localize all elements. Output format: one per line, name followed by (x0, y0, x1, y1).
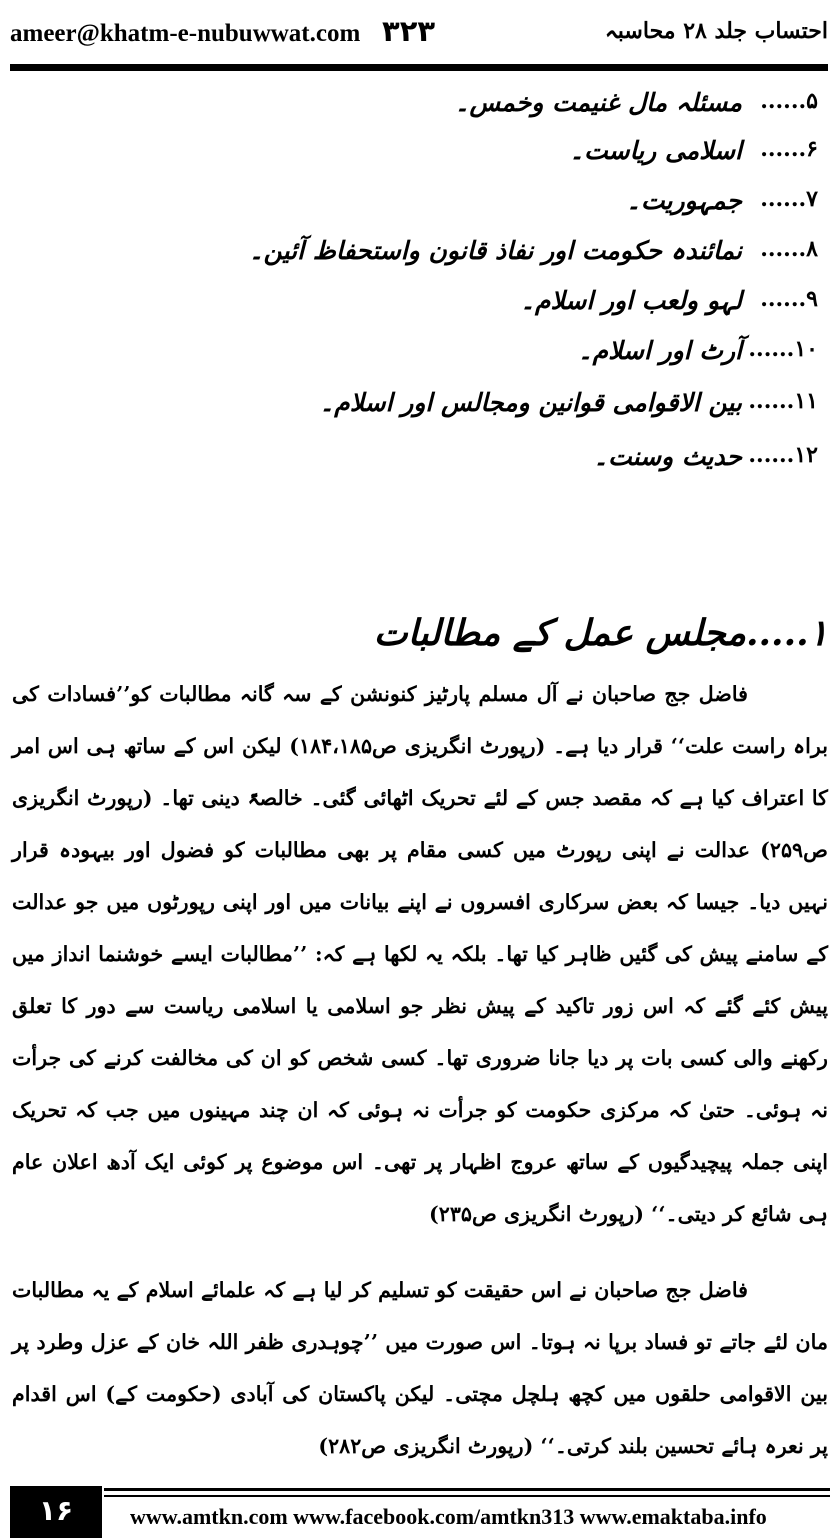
list-item-number: ۸...... (760, 236, 818, 262)
header-email: ameer@khatm-e-nubuwwat.com (10, 20, 361, 47)
list-item (10, 180, 828, 224)
list-item (10, 230, 828, 274)
list-item-text: اسلامی ریاست۔ (569, 136, 742, 165)
footer-page-badge: ۱۶ (10, 1486, 102, 1538)
list-item (10, 82, 828, 126)
header-divider (10, 64, 828, 71)
list-item (10, 330, 828, 374)
list-item-text: حدیث وسنت۔ (593, 442, 742, 471)
list-item (10, 280, 828, 324)
list-item-text: آرٹ اور اسلام۔ (578, 336, 742, 365)
body-paragraph (12, 668, 828, 1240)
list-item-text: نمائندہ حکومت اور نفاذ قانون واستحفاظ آئین۔ (248, 236, 742, 265)
list-item-number: ۷...... (760, 186, 818, 212)
section-heading: ۱.....مجلس عمل کے مطالبات (373, 612, 828, 654)
paragraph-text: فاضل جج صاحبان نے آل مسلم پارٹیز کنونشن کے سہ گانہ مطالبات کو’’فسادات کی براہ راست علت‘‘ قرار دیا ہے۔ (رپورٹ انگریزی ص۱۸۴،۱۸۵) لیکن اس کے ساتھ ہی اس امر کا اعتراف کیا ہے کہ مقصد جس کے لئے تحریک اٹھائی گئی۔ خالصۃً دینی تھا۔ (رپورٹ انگریزی ص۲۵۹) عدالت نے اپنی رپورٹ میں کسی مقام پر بھی مطالبات کو فضول اور بیہودہ قرار نہیں دیا۔ جیسا کہ بعض سرکاری افسروں نے اپنے بیانات میں اور اپنی رپورٹوں میں جو عدالت کے سامنے پیش کی گئیں ظاہر کیا تھا۔ بلکہ یہ لکھا ہے کہ: ’’مطالبات ایسے خوشنما انداز میں پیش کئے گئے کہ اس زور تاکید کے پیش نظر جو اسلامی یا اسلامی ریاست سے دور کا تعلق رکھنے والی کسی بات پر دیا جانا ضروری تھا۔ کسی شخص کو ان کی مخالفت کرنے کی جرأت نہ ہوئی۔ حتیٰ کہ مرکزی حکومت کو جرأت نہ ہوئی کہ ان چند مہینوں میں جب کہ تحریک اپنی جملہ پیچیدگیوں کے ساتھ عروج اظہار پر تھی۔ اس موضوع پر کوئی ایک آدھ اعلان عام ہی شائع کر دیتی۔‘‘ (رپورٹ انگریزی ص۲۳۵) (12, 682, 828, 1226)
footer-rule (104, 1488, 830, 1491)
list-item-number: ۱۲...... (748, 442, 818, 468)
list-item (10, 382, 828, 426)
list-item-number: ۱۰...... (748, 336, 818, 362)
page-number: ٣٢٣ (382, 14, 436, 48)
book-title: احتساب جلد ۲۸ محاسبہ (604, 18, 828, 44)
paragraph-text: فاضل جج صاحبان نے اس حقیقت کو تسلیم کر لیا ہے کہ علمائے اسلام کے یہ مطالبات مان لئے جاتے تو فساد برپا نہ ہوتا۔ اس صورت میں ’’چوہدری ظفر اللہ خان کے عزل وطرد پر بین الاقوامی حلقوں میں کچھ ہلچل مچتی۔ لیکن پاکستان کی آبادی (حکومت کے) اس اقدام پر نعرہ ہائے تحسین بلند کرتی۔‘‘ (رپورٹ انگریزی ص۲۸۲) (12, 1278, 828, 1458)
list-item-text: بین الاقوامی قوانین ومجالس اور اسلام۔ (319, 388, 742, 417)
footer-rule-thin (104, 1495, 830, 1497)
list-item-text: مسئلہ مال غنیمت وخمس۔ (454, 88, 742, 117)
list-item-text: جمہوریت۔ (626, 186, 742, 215)
list-item-number: ۱۱...... (748, 388, 818, 414)
footer-links[interactable]: www.amtkn.com www.facebook.com/amtkn313 www.emaktaba.info (130, 1504, 767, 1529)
list-item-number: ۵...... (760, 88, 818, 114)
list-item-text: لہو ولعب اور اسلام۔ (520, 286, 742, 315)
body-paragraph (12, 1264, 828, 1472)
list-item-number: ۶...... (760, 136, 818, 162)
list-item (10, 130, 828, 174)
list-item (10, 436, 828, 480)
list-item-number: ۹...... (760, 286, 818, 312)
